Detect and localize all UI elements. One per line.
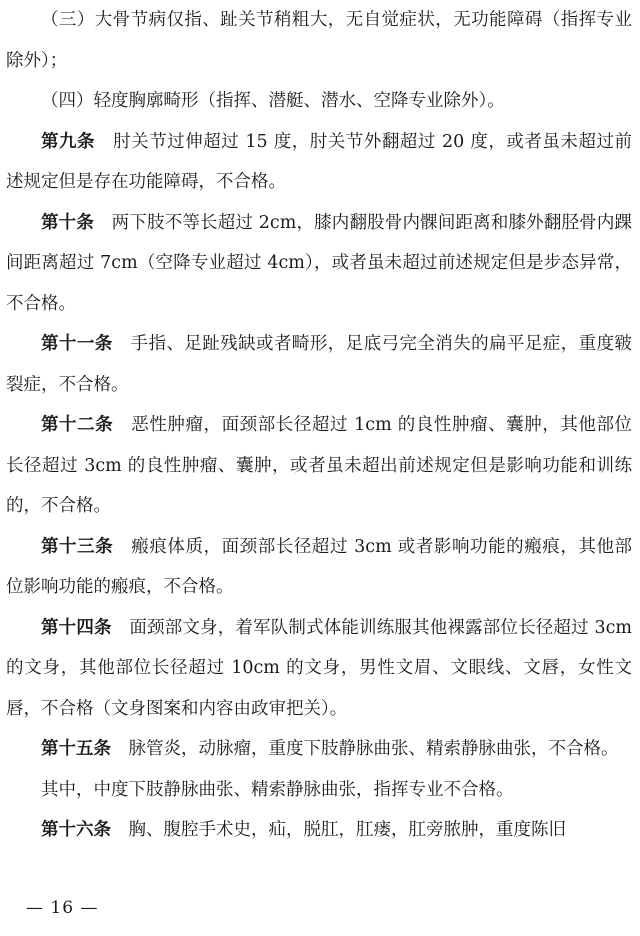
paragraph-text: 其中，中度下肢静脉曲张、精索静脉曲张，指挥专业不合格。 — [41, 779, 514, 800]
paragraph-text: 脉管炎，动脉瘤，重度下肢静脉曲张、精索静脉曲张，不合格。 — [111, 739, 619, 759]
article-label: 第十三条 — [41, 536, 114, 557]
paragraph-text: 面颈部文身，着军队制式体能训练服其他裸露部位长径超过 3cm 的文身，其他部位长径超过 10cm 的文身，男性文眉、文眼线、文唇，女性文唇，不合格（文身图案和内容由政审把关）。 — [6, 617, 633, 719]
paragraph-text: （三）大骨节病仅指、趾关节稍粗大，无自觉症状，无功能障碍（指挥专业除外）； — [6, 10, 632, 71]
article-label: 第十二条 — [41, 415, 114, 435]
article-11 — [6, 324, 632, 405]
paragraph-text: 恶性肿瘤，面颈部长径超过 1cm 的良性肿瘤、囊肿，其他部位长径超过 3cm 的良性肿瘤、囊肿，或者虽未超出前述规定但是影响功能和训练的，不合格。 — [6, 415, 633, 516]
paragraph-2 — [6, 81, 632, 122]
paragraph-text: 肘关节过伸超过 15 度，肘关节外翻超过 20 度，或者虽未超过前述规定但是存在功能障碍，不合格。 — [6, 131, 633, 192]
paragraph-1 — [6, 0, 632, 81]
article-16 — [6, 810, 632, 851]
paragraph-note — [6, 770, 632, 811]
article-label: 第十一条 — [41, 334, 113, 354]
paragraph-text: 手指、足趾残缺或者畸形，足底弓完全消失的扁平足症，重度皲裂症，不合格。 — [6, 334, 632, 395]
paragraph-text: （四）轻度胸廓畸形（指挥、潜艇、潜水、空降专业除外）。 — [41, 91, 505, 111]
document-body — [6, 0, 632, 851]
article-9 — [6, 122, 632, 203]
paragraph-text: 胸、腹腔手术史，疝，脱肛，肛瘘，肛旁脓肿，重度陈旧 — [111, 820, 566, 840]
article-label: 第十六条 — [41, 820, 111, 840]
article-10 — [6, 203, 632, 325]
article-label: 第十五条 — [41, 739, 111, 759]
article-14 — [6, 608, 632, 730]
article-15 — [6, 729, 632, 770]
page-number: — 16 — — [26, 898, 99, 918]
article-label: 第十条 — [41, 212, 95, 233]
article-label: 第十四条 — [41, 617, 112, 638]
article-13 — [6, 527, 632, 608]
article-12 — [6, 405, 632, 527]
paragraph-text: 两下肢不等长超过 2cm，膝内翻股骨内髁间距离和膝外翻胫骨内踝间距离超过 7cm（空降专业超过 4cm），或者虽未超过前述规定但是步态异常，不合格。 — [6, 212, 633, 314]
article-label: 第九条 — [41, 131, 96, 152]
paragraph-text: 瘢痕体质，面颈部长径超过 3cm 或者影响功能的瘢痕，其他部位影响功能的瘢痕，不合格。 — [6, 536, 633, 597]
